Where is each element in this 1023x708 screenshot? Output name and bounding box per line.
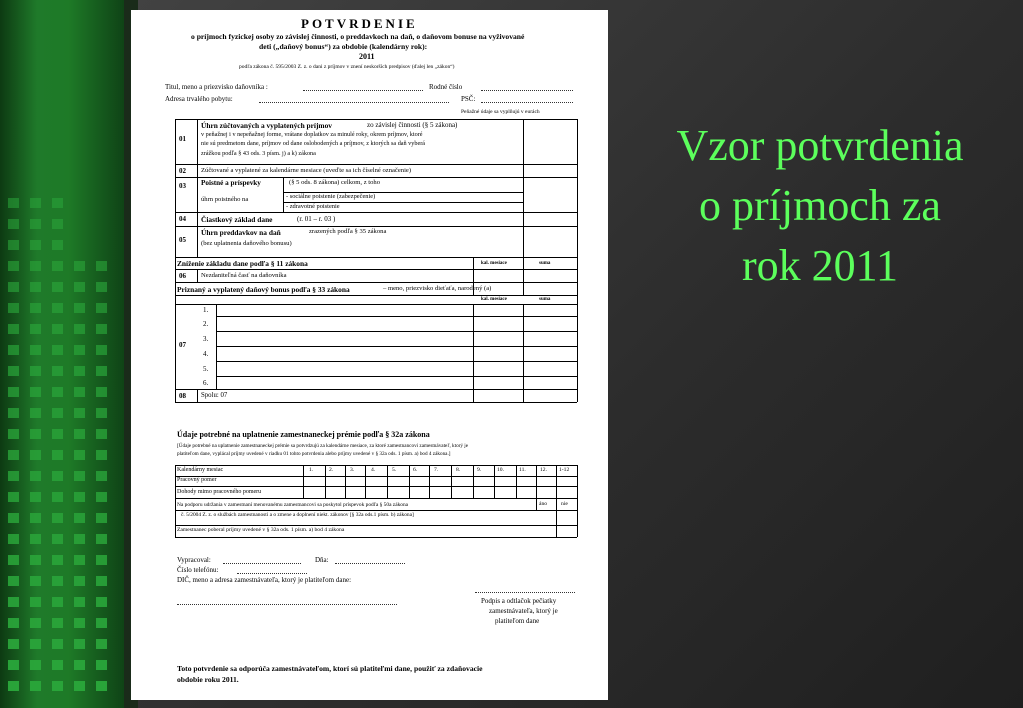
decorative-square xyxy=(52,450,63,460)
decorative-square xyxy=(96,576,107,586)
support-line-1: Na podporu udržania v zamestnaní menovanému zamestnancovi sa poskytol príspevok podľa § 50a zákona xyxy=(177,502,409,508)
decorative-square xyxy=(96,429,107,439)
decorative-square xyxy=(30,492,41,502)
row-03-social: - sociálne poistenie (zabezpečenie) xyxy=(286,193,376,200)
decorative-square xyxy=(96,597,107,607)
dotted-line xyxy=(481,90,573,91)
premium-note-1: [Údaje potrebné na uplatnenie zamestnaneckej prémie sa potvrdzujú za kalendárne mesiace, za ktoré zamestnancovi zamestnávateľ, ktorý je xyxy=(177,443,469,449)
decorative-square xyxy=(74,618,85,628)
row-05-rest: zrazených podľa § 35 zákona xyxy=(309,228,387,235)
decorative-square xyxy=(96,450,107,460)
decorative-square xyxy=(52,282,63,292)
date-label: Dňa: xyxy=(315,556,329,564)
decorative-square xyxy=(8,324,19,334)
decorative-square xyxy=(8,240,19,250)
field-birth-number: Rodné číslo xyxy=(429,83,463,91)
decorative-square xyxy=(52,639,63,649)
decorative-square xyxy=(52,555,63,565)
decorative-square xyxy=(8,282,19,292)
column-sum: suma xyxy=(539,261,551,266)
row-03-health: - zdravotné poistenie xyxy=(286,203,340,210)
decorative-square xyxy=(30,639,41,649)
decorative-square xyxy=(74,429,85,439)
dotted-line xyxy=(177,604,397,605)
support-line-2: č. 5/2004 Z. z. o službách zamestnanosti a o zmene a doplnení niekt. zákonov [§ 32a ods.1 písm. b) zákona] xyxy=(181,512,414,518)
decorative-square xyxy=(8,387,19,397)
decorative-square xyxy=(30,408,41,418)
employee-income-row: Zamestnanec poberal príjmy uvedené v § 32a ods. 1 písm. a) bod 4 zákona xyxy=(177,527,345,533)
decorative-square xyxy=(52,618,63,628)
row-number: 08 xyxy=(179,392,186,400)
row-number: 01 xyxy=(179,135,186,143)
certificate-document xyxy=(131,10,608,700)
decorative-square xyxy=(52,681,63,691)
field-postal-code: PSČ: xyxy=(461,95,476,103)
field-taxpayer-name: Titul, meno a priezvisko daňovníka : xyxy=(165,83,268,91)
decorative-square xyxy=(74,492,85,502)
footer-line-1: Toto potvrdenie sa odporúča zamestnávateľom, ktorí sú platiteľmi dane, použiť za zdaňovacie xyxy=(177,664,483,673)
note-euro: Peňažné údaje sa vyplňujú v eurách xyxy=(461,109,540,115)
decorative-square xyxy=(52,660,63,670)
decorative-square xyxy=(52,198,63,208)
premium-title: Údaje potrebné na uplatnenie zamestnaneckej prémie podľa § 32a zákona xyxy=(177,430,430,439)
decorative-square xyxy=(74,366,85,376)
decorative-square xyxy=(74,681,85,691)
decorative-square xyxy=(52,408,63,418)
decorative-square xyxy=(8,555,19,565)
decorative-square xyxy=(30,429,41,439)
decorative-square xyxy=(96,345,107,355)
month-cell: 6. xyxy=(413,467,418,473)
decorative-square xyxy=(74,576,85,586)
decorative-square xyxy=(96,618,107,628)
decorative-square xyxy=(8,345,19,355)
decorative-square xyxy=(30,198,41,208)
child-row: 3. xyxy=(203,335,209,343)
decorative-square xyxy=(52,261,63,271)
dotted-line xyxy=(481,102,573,103)
decorative-square xyxy=(96,324,107,334)
decorative-square xyxy=(8,450,19,460)
child-row: 4. xyxy=(203,350,209,358)
decorative-square xyxy=(96,261,107,271)
dotted-line xyxy=(475,592,575,593)
column-sum: suma xyxy=(539,297,551,302)
doc-law: podľa zákona č. 595/2003 Z. z. o dani z príjmov v znení neskorších predpisov (ďalej len „zákon“) xyxy=(239,64,455,70)
footer-line-2: obdobie roku 2011. xyxy=(177,675,239,684)
row-calendar-month: Kalendárny mesiac xyxy=(177,467,224,473)
decorative-square xyxy=(8,492,19,502)
decorative-square xyxy=(74,261,85,271)
row-08-text: Spolu: 07 xyxy=(201,392,228,399)
decorative-square xyxy=(30,303,41,313)
doc-title: POTVRDENIE xyxy=(301,16,418,31)
decorative-square xyxy=(8,576,19,586)
decorative-square xyxy=(74,597,85,607)
decorative-square xyxy=(8,639,19,649)
column-months: kal. mesiace xyxy=(481,261,507,266)
decorative-square xyxy=(74,324,85,334)
dotted-line xyxy=(223,563,301,564)
child-row: 1. xyxy=(203,306,209,314)
slide-title-line: rok 2011 xyxy=(741,241,899,290)
doc-year: 2011 xyxy=(359,52,375,61)
decorative-square xyxy=(52,219,63,229)
decorative-square xyxy=(30,555,41,565)
row-number: 04 xyxy=(179,215,186,223)
decorative-square xyxy=(8,660,19,670)
decorative-square xyxy=(96,681,107,691)
section-bonus-rest: – meno, priezvisko dieťaťa, narodený (a) xyxy=(383,285,492,292)
decorative-square xyxy=(96,366,107,376)
row-01-rest: zo závislej činnosti (§ 5 zákona) xyxy=(367,121,458,129)
dotted-line xyxy=(259,102,449,103)
yes-label: áno xyxy=(539,501,548,507)
decorative-square xyxy=(30,345,41,355)
row-03-sub: úhrn poistného na xyxy=(201,196,249,203)
row-agreements: Dohody mimo pracovného pomeru xyxy=(177,489,262,495)
decorative-square xyxy=(30,597,41,607)
decorative-square xyxy=(30,450,41,460)
decorative-square xyxy=(30,219,41,229)
row-number: 05 xyxy=(179,236,186,244)
decorative-square xyxy=(52,303,63,313)
decorative-square xyxy=(30,324,41,334)
decorative-square xyxy=(96,282,107,292)
row-06-text: Nezdaniteľná časť na daňovníka xyxy=(201,272,287,279)
slide-title xyxy=(634,116,1006,296)
child-row: 6. xyxy=(203,379,209,387)
signature-line-1: Podpis a odtlačok pečiatky xyxy=(481,597,557,605)
decorative-square xyxy=(74,534,85,544)
month-cell: 8. xyxy=(456,467,461,473)
month-cell: 12. xyxy=(540,467,547,473)
decorative-square xyxy=(52,576,63,586)
decorative-square xyxy=(30,513,41,523)
decorative-square xyxy=(30,240,41,250)
decorative-square xyxy=(30,534,41,544)
month-cell: 9. xyxy=(477,467,482,473)
decorative-square xyxy=(52,366,63,376)
section-bonus: Priznaný a vyplatený daňový bonus podľa § 33 zákona xyxy=(177,285,350,294)
employer-dic: DIČ, meno a adresa zamestnávateľa, ktorý je platiteľom dane: xyxy=(177,576,352,584)
decorative-square xyxy=(8,618,19,628)
decorative-square xyxy=(8,471,19,481)
month-cell: 11. xyxy=(519,467,526,473)
decorative-square xyxy=(8,408,19,418)
decorative-square xyxy=(74,345,85,355)
phone-label: Číslo telefónu: xyxy=(177,566,219,574)
dotted-line xyxy=(335,563,405,564)
decorative-square xyxy=(8,429,19,439)
decorative-square xyxy=(52,471,63,481)
decorative-square xyxy=(8,534,19,544)
row-employment: Pracovný pomer xyxy=(177,477,217,483)
decorative-square xyxy=(52,345,63,355)
row-05-line-2: (bez uplatnenia daňového bonusu) xyxy=(201,240,292,247)
decorative-square xyxy=(8,219,19,229)
decorative-square xyxy=(52,597,63,607)
decorative-square xyxy=(30,366,41,376)
decorative-square xyxy=(52,324,63,334)
decorative-square xyxy=(8,198,19,208)
prepared-by: Vypracoval: xyxy=(177,556,211,564)
decorative-square xyxy=(96,660,107,670)
dotted-line xyxy=(237,573,307,574)
decorative-square xyxy=(74,408,85,418)
decorative-square xyxy=(52,513,63,523)
premium-note-2: platiteľom dane, vyplácal príjmy uvedené v riadku 01 tohto potvrdenia alebo príjmy uvedené v § 32a ods. 1 písm. a) bod 4 zákona.] xyxy=(177,451,451,457)
no-label: nie xyxy=(561,501,568,507)
decorative-square xyxy=(30,261,41,271)
decorative-square xyxy=(52,534,63,544)
decorative-square xyxy=(8,366,19,376)
decorative-square xyxy=(30,471,41,481)
month-cell: 1-12 xyxy=(559,467,570,473)
row-number: 06 xyxy=(179,272,186,280)
decorative-square xyxy=(96,492,107,502)
row-03-title: Poistné a príspevky xyxy=(201,179,261,187)
decorative-square xyxy=(96,408,107,418)
decorative-square xyxy=(96,555,107,565)
section-base-reduction: Zníženie základu dane podľa § 11 zákona xyxy=(177,259,308,268)
month-cell: 3. xyxy=(350,467,355,473)
row-01-line-3: nie sú predmetom dane, príjmov od dane oslobodených a príjmov, z ktorých sa daň vyberá xyxy=(201,140,426,147)
decorative-square xyxy=(96,303,107,313)
doc-subtitle-1: o príjmoch fyzickej osoby zo závislej činnosti, o preddavkoch na daň, o daňovom bonuse na vyživované xyxy=(191,32,525,41)
row-01-line-2: v peňažnej i v nepeňažnej forme, vrátane doplatkov za minulé roky, okrem príjmov, ktoré xyxy=(201,131,423,138)
decorative-square xyxy=(8,261,19,271)
slide-title-line: o príjmoch za xyxy=(699,181,941,230)
decorative-square xyxy=(30,387,41,397)
decorative-square xyxy=(74,555,85,565)
month-cell: 1. xyxy=(309,467,314,473)
decorative-square xyxy=(8,597,19,607)
decorative-square xyxy=(74,513,85,523)
decorative-square xyxy=(30,681,41,691)
decorative-square xyxy=(8,303,19,313)
decorative-square xyxy=(96,513,107,523)
decorative-square xyxy=(8,513,19,523)
decorative-square xyxy=(52,492,63,502)
month-cell: 2. xyxy=(329,467,334,473)
decorative-square xyxy=(74,303,85,313)
decorative-square xyxy=(74,387,85,397)
row-02-text: Zúčtované a vyplatené za kalendárne mesiace (uveďte sa ich číselné označenie) xyxy=(201,167,412,174)
month-cell: 10. xyxy=(497,467,504,473)
decorative-square xyxy=(96,534,107,544)
row-03-rest: (§ 5 ods. 8 zákona) celkom, z toho xyxy=(289,179,381,186)
decorative-square xyxy=(30,660,41,670)
child-row: 5. xyxy=(203,365,209,373)
row-01-title: Úhrn zúčtovaných a vyplatených príjmov xyxy=(201,121,332,130)
decorative-square xyxy=(96,387,107,397)
row-04-rest: (r. 01 – r. 03 ) xyxy=(297,215,336,223)
decorative-square xyxy=(30,618,41,628)
row-05-title: Úhrn preddavkov na daň xyxy=(201,228,281,237)
decorative-square xyxy=(74,660,85,670)
decorative-square xyxy=(30,282,41,292)
decorative-square xyxy=(52,387,63,397)
decorative-square xyxy=(74,450,85,460)
month-cell: 7. xyxy=(434,467,439,473)
row-number: 03 xyxy=(179,182,186,190)
slide-title-line: Vzor potvrdenia xyxy=(676,121,964,170)
decorative-square xyxy=(96,639,107,649)
decorative-square xyxy=(96,471,107,481)
decorative-square xyxy=(30,576,41,586)
signature-line-2: zamestnávateľa, ktorý je xyxy=(489,607,558,615)
month-cell: 4. xyxy=(371,467,376,473)
doc-subtitle-2: deti („daňový bonus“) za obdobie (kalendárny rok): xyxy=(259,42,428,51)
row-number: 07 xyxy=(179,341,186,349)
decorative-square xyxy=(52,240,63,250)
dotted-line xyxy=(303,90,423,91)
field-address: Adresa trvalého pobytu: xyxy=(165,95,233,103)
column-months: kal. mesiace xyxy=(481,297,507,302)
child-row: 2. xyxy=(203,320,209,328)
row-number: 02 xyxy=(179,167,186,175)
decorative-square xyxy=(52,429,63,439)
decorative-square xyxy=(74,282,85,292)
decorative-square xyxy=(74,639,85,649)
month-cell: 5. xyxy=(392,467,397,473)
decorative-square xyxy=(74,471,85,481)
row-01-line-4: zrážkou podľa § 43 ods. 3 písm. j) a k) zákona xyxy=(201,150,316,157)
row-04-title: Čiastkový základ dane xyxy=(201,215,273,224)
signature-line-3: platiteľom dane xyxy=(495,617,540,625)
decorative-square xyxy=(8,681,19,691)
